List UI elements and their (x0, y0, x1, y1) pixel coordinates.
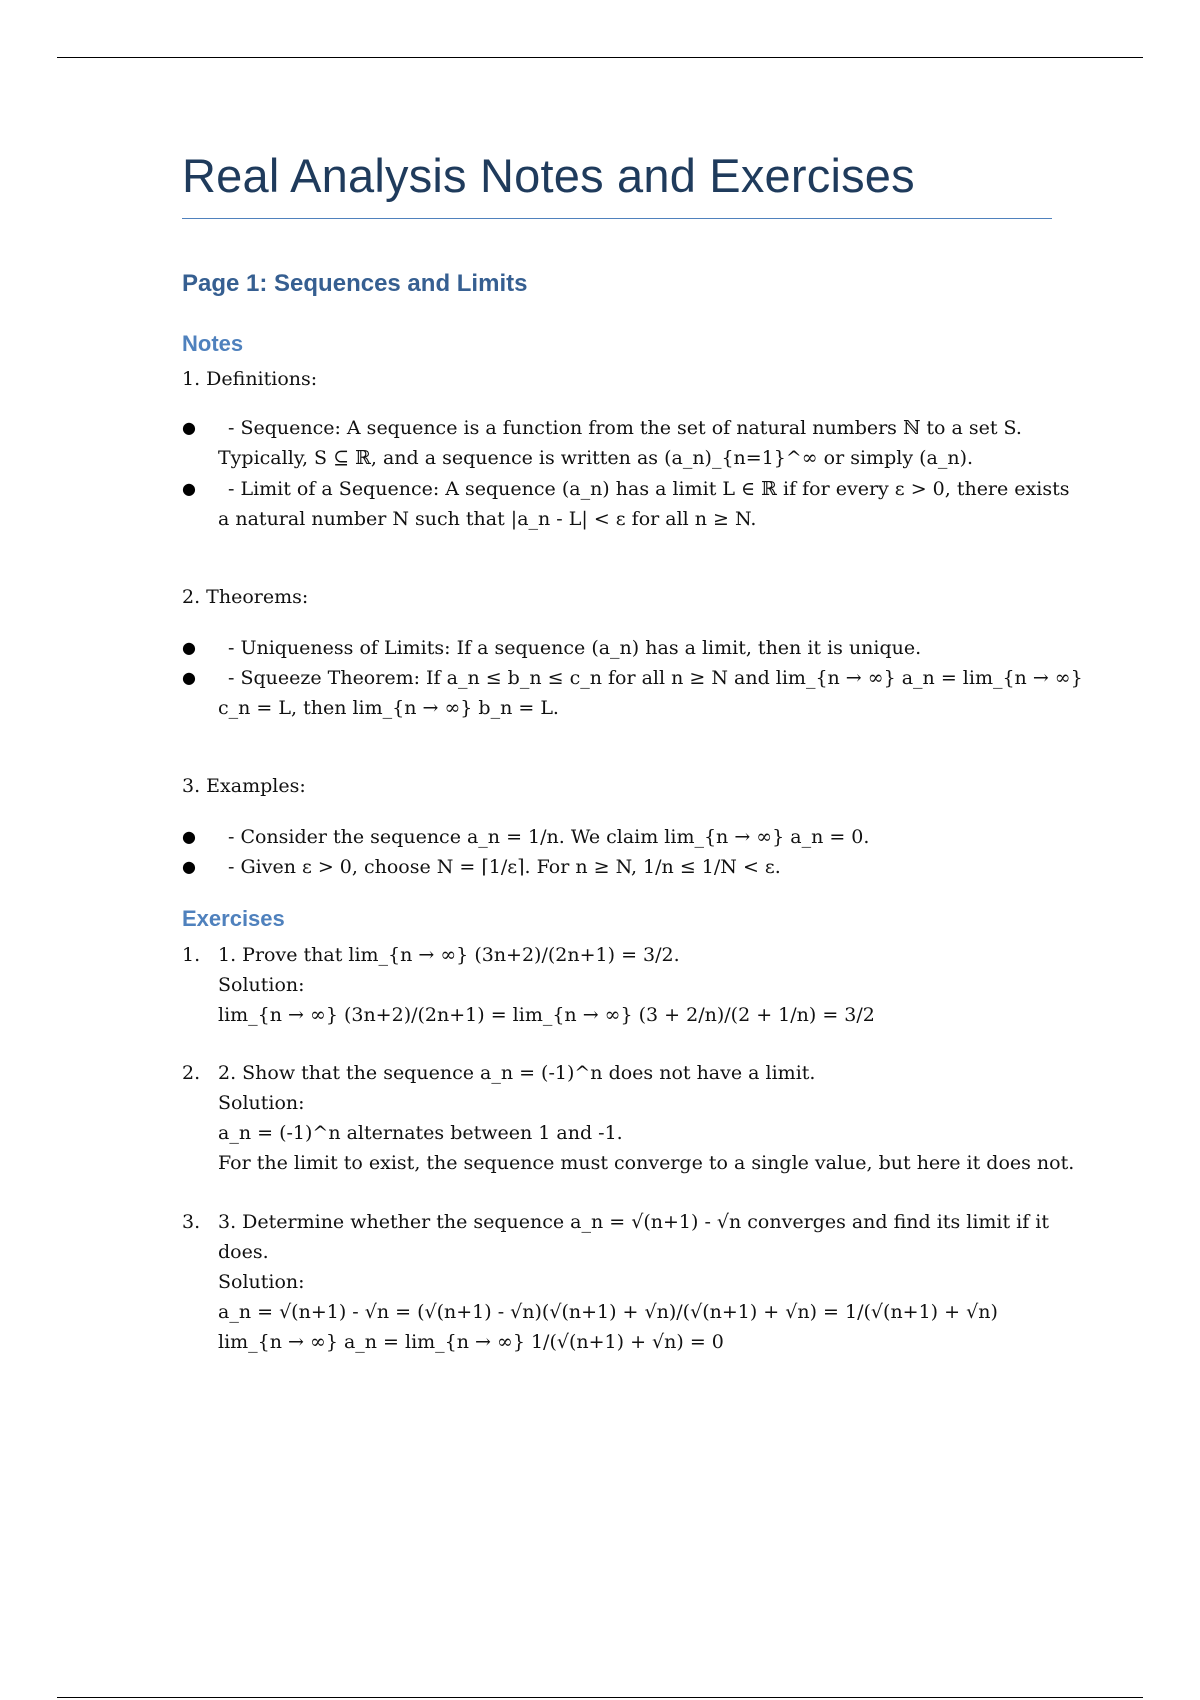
exercise-line: lim_{n → ∞} a_n = lim_{n → ∞} 1/(√(n+1) + √n) = 0 (218, 1331, 724, 1353)
section-label-examples: 3. Examples: (182, 775, 306, 797)
exercise-number: 2. (182, 1062, 201, 1084)
exercise-line: Solution: (218, 1271, 305, 1293)
bullet-icon: ● (182, 827, 196, 846)
bullet-line: - Sequence: A sequence is a function from the set of natural numbers ℕ to a set S. (228, 417, 1022, 439)
top-rule (57, 57, 1143, 58)
exercise-line: a_n = √(n+1) - √n = (√(n+1) - √n)(√(n+1) + √n)/(√(n+1) + √n) = 1/(√(n+1) + √n) (218, 1301, 998, 1323)
section-label-definitions: 1. Definitions: (182, 368, 318, 390)
bullet-line: c_n = L, then lim_{n → ∞} b_n = L. (218, 697, 559, 719)
bullet-line: - Consider the sequence a_n = 1/n. We claim lim_{n → ∞} a_n = 0. (228, 826, 870, 848)
exercise-line: For the limit to exist, the sequence must converge to a single value, but here it does not. (218, 1152, 1075, 1174)
bullet-icon: ● (182, 418, 196, 437)
bullet-icon: ● (182, 857, 196, 876)
exercise-line: 3. Determine whether the sequence a_n = √(n+1) - √n converges and find its limit if it (218, 1211, 1050, 1233)
page-heading: Page 1: Sequences and Limits (182, 270, 528, 297)
document-title: Real Analysis Notes and Exercises (182, 149, 915, 202)
exercise-number: 3. (182, 1211, 201, 1233)
exercise-number: 1. (182, 944, 201, 966)
exercise-line: lim_{n → ∞} (3n+2)/(2n+1) = lim_{n → ∞} (3 + 2/n)/(2 + 1/n) = 3/2 (218, 1004, 875, 1026)
exercise-line: Solution: (218, 974, 305, 996)
bullet-icon: ● (182, 479, 196, 498)
bullet-line: - Given ε > 0, choose N = ⌈1/ε⌉. For n ≥ N, 1/n ≤ 1/N < ε. (228, 856, 781, 878)
bullet-icon: ● (182, 668, 196, 687)
bullet-line: - Uniqueness of Limits: If a sequence (a_n) has a limit, then it is unique. (228, 637, 922, 659)
bullet-line: - Squeeze Theorem: If a_n ≤ b_n ≤ c_n for all n ≥ N and lim_{n → ∞} a_n = lim_{n → ∞} (228, 667, 1083, 689)
exercise-line: does. (218, 1241, 269, 1263)
title-underline (182, 218, 1052, 219)
section-label-theorems: 2. Theorems: (182, 586, 309, 608)
bottom-rule (57, 1697, 1143, 1698)
exercises-heading: Exercises (182, 906, 285, 931)
bullet-line: - Limit of a Sequence: A sequence (a_n) has a limit L ∈ ℝ if for every ε > 0, there exists (228, 478, 1070, 500)
notes-heading: Notes (182, 331, 244, 356)
exercise-line: 2. Show that the sequence a_n = (-1)^n does not have a limit. (218, 1062, 816, 1084)
bullet-icon: ● (182, 638, 196, 657)
bullet-line: a natural number N such that |a_n - L| < ε for all n ≥ N. (218, 508, 757, 530)
bullet-line: Typically, S ⊆ ℝ, and a sequence is written as (a_n)_{n=1}^∞ or simply (a_n). (218, 447, 974, 469)
exercise-line: Solution: (218, 1092, 305, 1114)
exercise-line: 1. Prove that lim_{n → ∞} (3n+2)/(2n+1) = 3/2. (218, 944, 680, 966)
exercise-line: a_n = (-1)^n alternates between 1 and -1. (218, 1122, 623, 1144)
